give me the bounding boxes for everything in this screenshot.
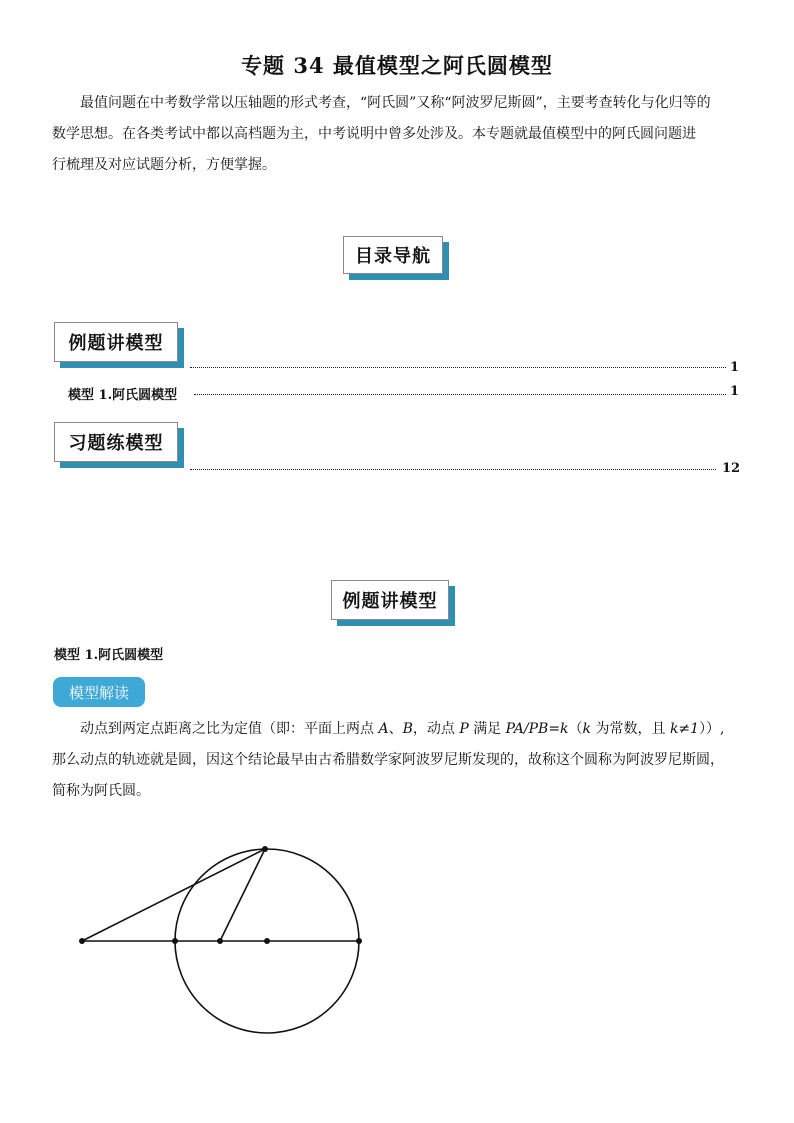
text-span: ，动点 xyxy=(412,721,460,737)
segment-pb xyxy=(220,849,265,941)
toc-heading: 目录导航 xyxy=(343,236,443,274)
text-span: ））, xyxy=(699,721,725,737)
toc-section-1-page[interactable]: 1 xyxy=(730,360,740,375)
toc-dot-leader xyxy=(190,367,726,368)
toc-dot-leader xyxy=(194,394,726,395)
condition-formula: k≠1 xyxy=(669,721,700,737)
ratio-formula: PA/PB=k xyxy=(505,721,569,737)
point-a xyxy=(79,938,85,944)
explanation-line-1 xyxy=(52,714,746,745)
point-right-intersection xyxy=(356,938,362,944)
text-span: 、 xyxy=(388,721,403,737)
toc-item-1-page[interactable]: 1 xyxy=(730,384,740,399)
toc-dot-leader xyxy=(190,469,716,470)
point-p xyxy=(262,846,268,852)
text-span: 动点到两定点距离之比为定值（即：平面上两点 xyxy=(80,721,379,737)
toc-section-1-label[interactable]: 例题讲模型 xyxy=(54,322,178,362)
text-span: （ xyxy=(568,721,583,737)
toc-section-2-label[interactable]: 习题练模型 xyxy=(54,422,178,462)
page-title: 专题 34 最值模型之阿氏圆模型 xyxy=(241,53,553,78)
toc-section-2-page[interactable]: 12 xyxy=(722,461,741,476)
intro-line-2: 数学思想。在各类考试中都以高档题为主，中考说明中曾多处涉及。本专题就最值模型中的阿氏圆问题进 xyxy=(52,126,696,142)
text-span: 满足 xyxy=(468,721,506,737)
var-p: P xyxy=(459,721,469,737)
text-span: 为常数，且 xyxy=(591,721,670,737)
point-center xyxy=(264,938,270,944)
point-b xyxy=(217,938,223,944)
var-k: k xyxy=(582,721,592,737)
intro-paragraph xyxy=(52,88,746,181)
var-a: A xyxy=(378,721,389,737)
model-badge: 模型解读 xyxy=(53,677,145,707)
intro-line-1: 最值问题在中考数学常以压轴题的形式考查，“阿氏圆”又称“阿波罗尼斯圆”，主要考查转化与化归等的 xyxy=(80,95,711,111)
point-left-intersection xyxy=(172,938,178,944)
model-explanation xyxy=(52,714,746,807)
section-heading: 例题讲模型 xyxy=(331,580,449,620)
apollonius-circle-diagram xyxy=(0,820,794,1050)
explanation-line-2: 那么动点的轨迹就是圆，因这个结论最早由古希腊数学家阿波罗尼斯发现的，故称这个圆称为阿波罗尼斯圆， xyxy=(52,752,724,768)
intro-line-3: 行梳理及对应试题分析，方便掌握。 xyxy=(52,157,276,173)
explanation-line-3: 简称为阿氏圆。 xyxy=(52,783,150,799)
var-b: B xyxy=(402,721,413,737)
segment-pa xyxy=(82,849,265,941)
model-title: 模型 1.阿氏圆模型 xyxy=(54,648,164,663)
toc-item-1-label[interactable]: 模型 1.阿氏圆模型 xyxy=(68,388,178,403)
